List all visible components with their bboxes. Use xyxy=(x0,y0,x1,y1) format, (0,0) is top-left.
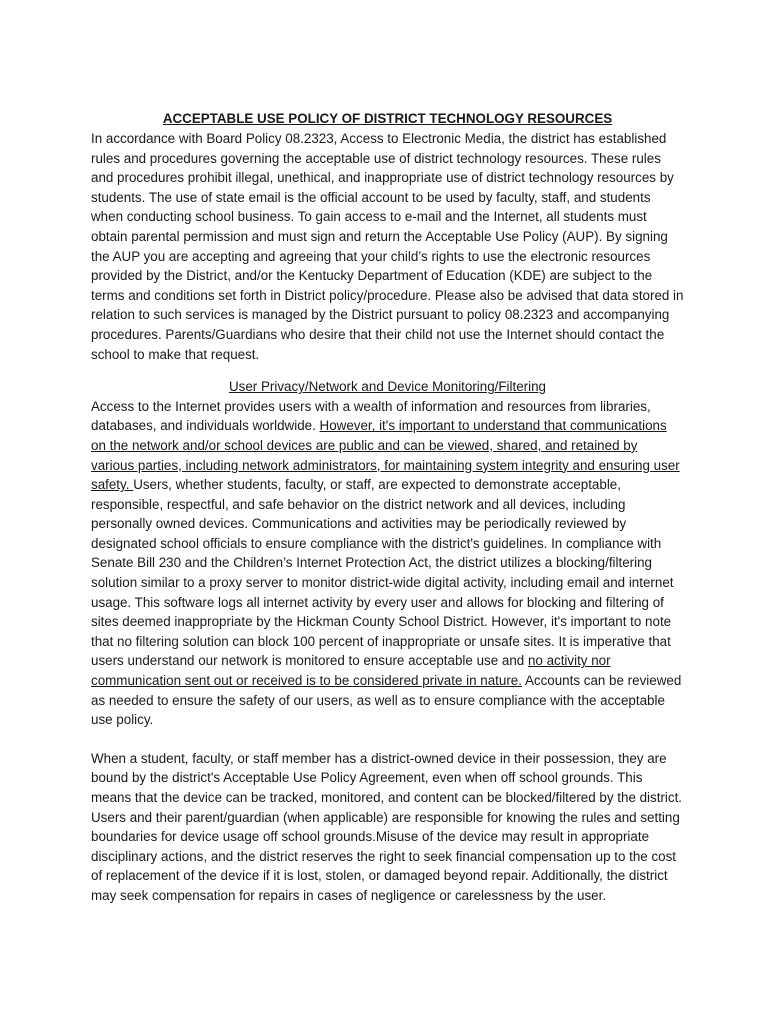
privacy-text-2: Users, whether students, faculty, or staff, are expected to demonstrate acceptable, responsible, respectful, and safe behavior on the district network and all devices, including personally owned devices. Communications and activities may be periodically reviewed by designated school officials to ensure compliance with the district's guidelines. In compliance with Senate Bill 230 and the Children’s Internet Protection Act, the district utilizes a blocking/filtering solution similar to a proxy server to monitor district-wide digital activity, including email and internet usage. This software logs all internet activity by every user and allows for blocking and filtering of sites deemed inappropriate by the Hickman County School District. However, it's important to note that no filtering solution can block 100 percent of inappropriate or unsafe sites. It is imperative that users understand our network is monitored to ensure acceptable use and xyxy=(91,477,674,669)
section-heading-privacy: User Privacy/Network and Device Monitoring/Filtering xyxy=(228,379,547,395)
document-title: ACCEPTABLE USE POLICY OF DISTRICT TECHNOLOGY RESOURCES xyxy=(162,111,613,126)
privacy-text-1: Access to the Internet provides users with a wealth of information and resources from libraries, databases, and individuals worldwide. xyxy=(91,398,651,434)
privacy-text-3: Accounts can be reviewed as needed to ensure the safety of our users, as well as to ensure compliance with the acceptable use policy. xyxy=(91,673,682,728)
not-private-notice-underlined: no activity nor communication sent out or received is to be considered private in nature. xyxy=(91,653,611,689)
device-paragraph: When a student, faculty, or staff member has a district-owned device in their possession, they are bound by the district's Acceptable Use Policy Agreement, even when off school grounds. This means that the device can be tracked, monitored, and content can be blocked/filtered by the district. Users and their parent/guardian (when applicable) are responsible for knowing the rules and setting boundaries for device usage off school grounds.Misuse of the device may result in appropriate disciplinary actions, and the district reserves the right to seek financial compensation up to the cost of replacement of the device if it is lost, stolen, or damaged beyond repair. Additionally, the district may seek compensation for repairs in cases of negligence or carelessness by the user. xyxy=(91,750,683,903)
privacy-paragraph xyxy=(91,397,684,730)
intro-paragraph: In accordance with Board Policy 08.2323, Access to Electronic Media, the district has established rules and procedures governing the acceptable use of district technology resources. These rules and procedures prohibit illegal, unethical, and inappropriate use of district technology resources by students. The use of state email is the official account to be used by faculty, staff, and students when conducting school business. To gain access to e-mail and the Internet, all students must obtain parental permission and must sign and return the Acceptable Use Policy (AUP). By signing the AUP you are accepting and agreeing that your child’s rights to use the electronic resources provided by the District, and/or the Kentucky Department of Education (KDE) are subject to the terms and conditions set forth in District policy/procedure. Please also be advised that data stored in relation to such services is managed by the District pursuant to policy 08.2323 and accompanying procedures. Parents/Guardians who desire that their child not use the Internet should contact the school to make that request. xyxy=(91,131,684,362)
privacy-notice-underlined: However, it's important to understand that communications on the network and/or school devices are public and can be viewed, shared, and retained by various parties, including network administrators, for maintaining system integrity and ensuring user safety. xyxy=(91,418,680,493)
